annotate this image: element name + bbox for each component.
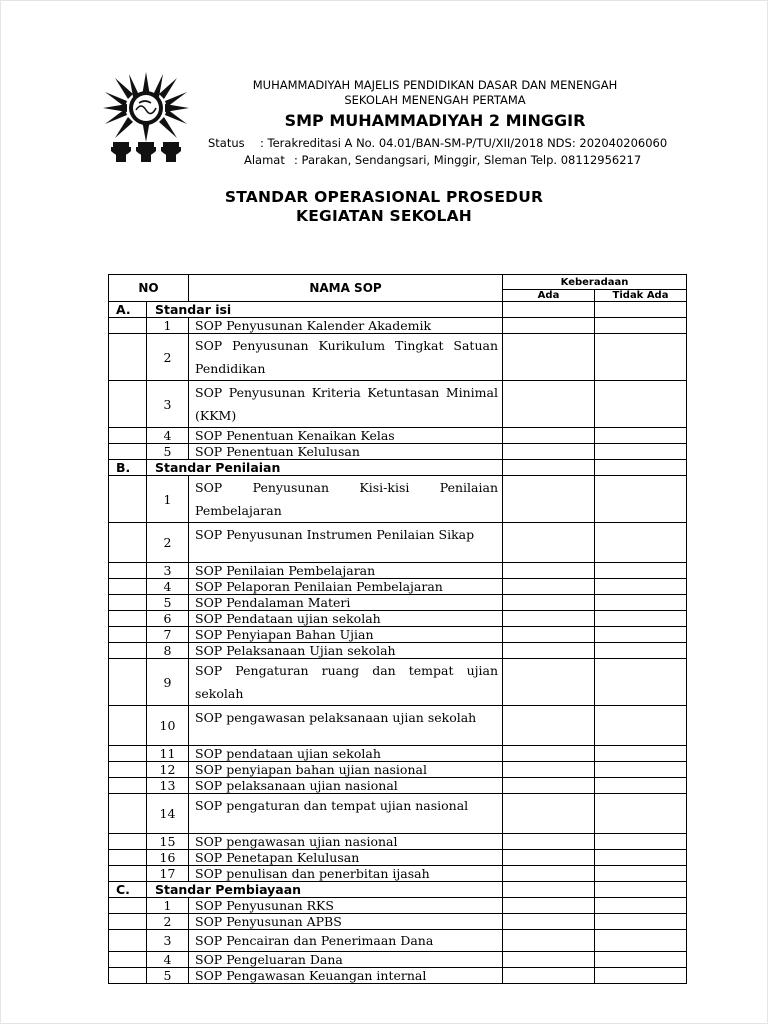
item-number: 2 xyxy=(147,914,189,930)
tidak-ada-cell[interactable] xyxy=(595,762,687,778)
tidak-ada-cell[interactable] xyxy=(595,834,687,850)
table-row xyxy=(109,318,687,334)
sop-name: SOP Penyusunan Kurikulum Tingkat Satuan Pendidikan xyxy=(189,334,503,381)
item-number: 2 xyxy=(147,523,189,563)
tidak-ada-cell[interactable] xyxy=(595,444,687,460)
tidak-ada-cell[interactable] xyxy=(595,952,687,968)
ada-cell[interactable] xyxy=(503,476,595,523)
tidak-ada-cell[interactable] xyxy=(595,334,687,381)
blank-cell xyxy=(109,523,147,563)
ada-cell[interactable] xyxy=(503,952,595,968)
col-header-name: NAMA SOP xyxy=(189,275,503,302)
ada-cell[interactable] xyxy=(503,659,595,706)
status-value: : Terakreditasi A No. 04.01/BAN-SM-P/TU/XII/2018 NDS: 202040206060 xyxy=(260,136,668,150)
sop-name: SOP pengawasan ujian nasional xyxy=(189,834,503,850)
table-row xyxy=(109,334,687,381)
table-row xyxy=(109,952,687,968)
tidak-ada-cell[interactable] xyxy=(595,866,687,882)
ada-cell[interactable] xyxy=(503,850,595,866)
sop-name: SOP pendataan ujian sekolah xyxy=(189,746,503,762)
sop-name: SOP pengawasan pelaksanaan ujian sekolah xyxy=(189,706,503,746)
tidak-ada-cell[interactable] xyxy=(595,523,687,563)
tidak-ada-cell[interactable] xyxy=(595,930,687,952)
blank-cell xyxy=(109,952,147,968)
sop-name: SOP pengaturan dan tempat ujian nasional xyxy=(189,794,503,834)
item-number: 15 xyxy=(147,834,189,850)
item-number: 1 xyxy=(147,898,189,914)
tidak-ada-cell[interactable] xyxy=(595,914,687,930)
table-row xyxy=(109,595,687,611)
ada-cell[interactable] xyxy=(503,334,595,381)
sop-name: SOP Penyusunan Kisi-kisi Penilaian Pembelajaran xyxy=(189,476,503,523)
table-row xyxy=(109,643,687,659)
document-title xyxy=(0,188,768,226)
item-number: 6 xyxy=(147,611,189,627)
tidak-ada-cell[interactable] xyxy=(595,746,687,762)
muhammadiyah-logo xyxy=(103,72,189,164)
tidak-ada-cell[interactable] xyxy=(595,778,687,794)
ada-cell[interactable] xyxy=(503,318,595,334)
tidak-ada-cell[interactable] xyxy=(595,968,687,984)
ada-cell[interactable] xyxy=(503,611,595,627)
address-value: : Parakan, Sendangsari, Minggir, Sleman Telp. 08112956217 xyxy=(294,153,642,167)
sop-name: SOP Penyusunan Kalender Akademik xyxy=(189,318,503,334)
ada-cell[interactable] xyxy=(503,643,595,659)
organization-name: MUHAMMADIYAH MAJELIS PENDIDIKAN DASAR DAN MENENGAH xyxy=(252,78,618,92)
sop-table xyxy=(108,274,687,984)
table-row xyxy=(109,523,687,563)
ada-cell[interactable] xyxy=(503,627,595,643)
address-row xyxy=(200,152,670,169)
status-row xyxy=(200,135,670,152)
sop-name: SOP pelaksanaan ujian nasional xyxy=(189,778,503,794)
col-header-tidak-ada: Tidak Ada xyxy=(595,290,687,302)
table-row xyxy=(109,563,687,579)
ada-cell[interactable] xyxy=(503,579,595,595)
sop-name: SOP Penilaian Pembelajaran xyxy=(189,563,503,579)
tidak-ada-cell[interactable] xyxy=(595,563,687,579)
blank-cell xyxy=(109,381,147,428)
sop-name: SOP Penyusunan APBS xyxy=(189,914,503,930)
status-label: Status xyxy=(208,136,245,150)
item-number: 9 xyxy=(147,659,189,706)
sop-name: SOP Pengeluaran Dana xyxy=(189,952,503,968)
blank-cell xyxy=(109,595,147,611)
ada-cell[interactable] xyxy=(503,834,595,850)
blank-cell xyxy=(109,659,147,706)
blank-cell xyxy=(109,627,147,643)
ada-cell[interactable] xyxy=(503,778,595,794)
sop-name: SOP Pelaporan Penilaian Pembelajaran xyxy=(189,579,503,595)
tidak-ada-cell[interactable] xyxy=(595,579,687,595)
school-name: SMP MUHAMMADIYAH 2 MINGGIR xyxy=(284,111,586,130)
item-number: 14 xyxy=(147,794,189,834)
blank-cell xyxy=(109,762,147,778)
ada-cell[interactable] xyxy=(503,381,595,428)
table-row xyxy=(109,968,687,984)
col-header-keberadaan: Keberadaan xyxy=(503,275,687,290)
table-row xyxy=(109,476,687,523)
section-letter: B. xyxy=(109,460,147,476)
item-number: 3 xyxy=(147,381,189,428)
ada-cell[interactable] xyxy=(503,914,595,930)
table-row xyxy=(109,914,687,930)
item-number: 4 xyxy=(147,428,189,444)
blank-cell xyxy=(109,611,147,627)
tidak-ada-cell[interactable] xyxy=(595,706,687,746)
section-title: Standar Penilaian xyxy=(147,460,503,476)
ada-cell[interactable] xyxy=(503,746,595,762)
item-number: 12 xyxy=(147,762,189,778)
table-row xyxy=(109,850,687,866)
title-line-1: STANDAR OPERASIONAL PROSEDUR xyxy=(224,188,544,206)
ada-cell[interactable] xyxy=(503,706,595,746)
title-line-2: KEGIATAN SEKOLAH xyxy=(296,207,472,225)
blank-cell xyxy=(109,898,147,914)
ada-cell[interactable] xyxy=(503,968,595,984)
tidak-ada-cell[interactable] xyxy=(595,794,687,834)
section-letter: A. xyxy=(109,302,147,318)
table-row xyxy=(109,659,687,706)
address-label: Alamat xyxy=(244,153,285,167)
table-row xyxy=(109,898,687,914)
ada-cell[interactable] xyxy=(503,444,595,460)
school-meta xyxy=(200,135,670,169)
ada-cell[interactable] xyxy=(503,523,595,563)
item-number: 16 xyxy=(147,850,189,866)
item-number: 5 xyxy=(147,444,189,460)
item-number: 1 xyxy=(147,318,189,334)
ada-cell[interactable] xyxy=(503,460,595,476)
item-number: 8 xyxy=(147,643,189,659)
tidak-ada-cell[interactable] xyxy=(595,595,687,611)
sop-name: SOP Pendataan ujian sekolah xyxy=(189,611,503,627)
blank-cell xyxy=(109,746,147,762)
blank-cell xyxy=(109,968,147,984)
item-number: 5 xyxy=(147,595,189,611)
tidak-ada-cell[interactable] xyxy=(595,476,687,523)
tidak-ada-cell[interactable] xyxy=(595,381,687,428)
col-header-ada: Ada xyxy=(503,290,595,302)
sop-name: SOP Penyusunan Instrumen Penilaian Sikap xyxy=(189,523,503,563)
table-row xyxy=(109,381,687,428)
ada-cell[interactable] xyxy=(503,930,595,952)
blank-cell xyxy=(109,579,147,595)
item-number: 5 xyxy=(147,968,189,984)
table-row xyxy=(109,930,687,952)
table-row xyxy=(109,834,687,850)
tidak-ada-cell[interactable] xyxy=(595,643,687,659)
section-title: Standar isi xyxy=(147,302,503,318)
letterhead xyxy=(200,78,670,169)
table-row xyxy=(109,579,687,595)
blank-cell xyxy=(109,444,147,460)
table-row xyxy=(109,611,687,627)
blank-cell xyxy=(109,794,147,834)
table-row xyxy=(109,778,687,794)
item-number: 4 xyxy=(147,952,189,968)
item-number: 4 xyxy=(147,579,189,595)
ada-cell[interactable] xyxy=(503,882,595,898)
ada-cell[interactable] xyxy=(503,898,595,914)
col-header-no: NO xyxy=(109,275,189,302)
table-row xyxy=(109,866,687,882)
tidak-ada-cell[interactable] xyxy=(595,659,687,706)
section-letter: C. xyxy=(109,882,147,898)
ada-cell[interactable] xyxy=(503,302,595,318)
tidak-ada-cell[interactable] xyxy=(595,882,687,898)
ada-cell[interactable] xyxy=(503,762,595,778)
blank-cell xyxy=(109,930,147,952)
section-row xyxy=(109,302,687,318)
tidak-ada-cell[interactable] xyxy=(595,428,687,444)
sop-name: SOP Pendalaman Materi xyxy=(189,595,503,611)
sop-name: SOP penyiapan bahan ujian nasional xyxy=(189,762,503,778)
tidak-ada-cell[interactable] xyxy=(595,318,687,334)
blank-cell xyxy=(109,428,147,444)
blank-cell xyxy=(109,563,147,579)
blank-cell xyxy=(109,866,147,882)
sop-name: SOP Pengaturan ruang dan tempat ujian sekolah xyxy=(189,659,503,706)
table-row xyxy=(109,444,687,460)
tidak-ada-cell[interactable] xyxy=(595,898,687,914)
item-number: 13 xyxy=(147,778,189,794)
blank-cell xyxy=(109,476,147,523)
sop-name: SOP penulisan dan penerbitan ijasah xyxy=(189,866,503,882)
item-number: 3 xyxy=(147,930,189,952)
sop-name: SOP Pencairan dan Penerimaan Dana xyxy=(189,930,503,952)
item-number: 17 xyxy=(147,866,189,882)
table-row xyxy=(109,428,687,444)
blank-cell xyxy=(109,318,147,334)
ada-cell[interactable] xyxy=(503,563,595,579)
table-row xyxy=(109,762,687,778)
blank-cell xyxy=(109,834,147,850)
sop-table-body xyxy=(109,302,687,984)
blank-cell xyxy=(109,914,147,930)
tidak-ada-cell[interactable] xyxy=(595,627,687,643)
sop-name: SOP Penetapan Kelulusan xyxy=(189,850,503,866)
tidak-ada-cell[interactable] xyxy=(595,460,687,476)
item-number: 1 xyxy=(147,476,189,523)
ada-cell[interactable] xyxy=(503,595,595,611)
table-row xyxy=(109,627,687,643)
sop-name: SOP Pelaksanaan Ujian sekolah xyxy=(189,643,503,659)
ada-cell[interactable] xyxy=(503,428,595,444)
blank-cell xyxy=(109,850,147,866)
table-row xyxy=(109,706,687,746)
ada-cell[interactable] xyxy=(503,794,595,834)
sop-name: SOP Penyiapan Bahan Ujian xyxy=(189,627,503,643)
tidak-ada-cell[interactable] xyxy=(595,850,687,866)
item-number: 3 xyxy=(147,563,189,579)
sop-name: SOP Penentuan Kenaikan Kelas xyxy=(189,428,503,444)
sop-name: SOP Penyusunan RKS xyxy=(189,898,503,914)
item-number: 10 xyxy=(147,706,189,746)
blank-cell xyxy=(109,706,147,746)
table-row xyxy=(109,746,687,762)
sop-name: SOP Penyusunan Kriteria Ketuntasan Minimal (KKM) xyxy=(189,381,503,428)
blank-cell xyxy=(109,334,147,381)
blank-cell xyxy=(109,778,147,794)
table-row xyxy=(109,794,687,834)
school-level: SEKOLAH MENENGAH PERTAMA xyxy=(344,93,526,107)
tidak-ada-cell[interactable] xyxy=(595,611,687,627)
blank-cell xyxy=(109,643,147,659)
item-number: 11 xyxy=(147,746,189,762)
section-row xyxy=(109,882,687,898)
sop-name: SOP Pengawasan Keuangan internal xyxy=(189,968,503,984)
item-number: 2 xyxy=(147,334,189,381)
sop-name: SOP Penentuan Kelulusan xyxy=(189,444,503,460)
section-title: Standar Pembiayaan xyxy=(147,882,503,898)
tidak-ada-cell[interactable] xyxy=(595,302,687,318)
section-row xyxy=(109,460,687,476)
ada-cell[interactable] xyxy=(503,866,595,882)
item-number: 7 xyxy=(147,627,189,643)
